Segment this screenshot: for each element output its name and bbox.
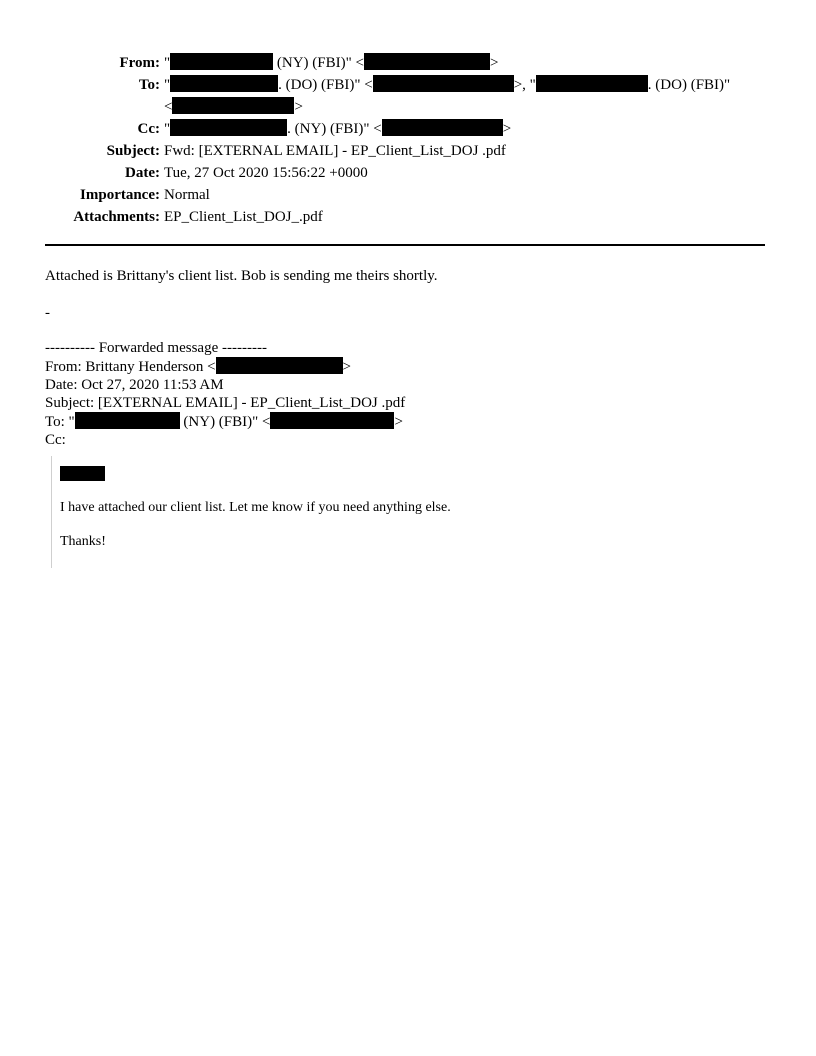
from-row (45, 52, 765, 74)
to-label: To: (138, 77, 160, 93)
forwarded-to-agency: (NY) (FBI)" < (179, 414, 271, 430)
forwarded-to-text: To: " (45, 414, 75, 430)
angle-close: > (394, 414, 403, 430)
attachment-filename[interactable]: EP_Client_List_DOJ_.pdf (164, 209, 323, 225)
to-line-1 (164, 74, 765, 96)
from-label: From: (119, 55, 160, 71)
forwarded-to (45, 412, 405, 431)
forwarded-cc: Cc: (45, 432, 66, 448)
cc-agency: . (NY) (FBI)" < (287, 121, 382, 137)
importance-value: Normal (164, 187, 210, 203)
quoted-line-1: I have attached our client list. Let me know if you need anything else. (60, 500, 451, 515)
redaction-box (216, 357, 343, 374)
redaction-box (60, 466, 105, 481)
angle-close: > (502, 121, 512, 137)
subject-row (45, 140, 765, 162)
date-label: Date: (125, 165, 160, 181)
redaction-box (270, 412, 394, 429)
quote-mark: " (164, 121, 171, 137)
to-agency-1: . (DO) (FBI)" < (278, 77, 373, 93)
attachments-row (45, 206, 765, 228)
to-line-2 (164, 96, 765, 118)
cc-label: Cc: (137, 121, 160, 137)
to-separator: >, " (513, 77, 536, 93)
date-row (45, 162, 765, 184)
redaction-box (172, 97, 294, 114)
redaction-box (364, 53, 490, 70)
forwarded-from (45, 357, 405, 376)
angle-close: > (489, 55, 499, 71)
signature-dash: - (45, 305, 50, 321)
to-agency-2: . (DO) (FBI)" (647, 77, 731, 93)
to-value (164, 74, 765, 118)
subject-value: Fwd: [EXTERNAL EMAIL] - EP_Client_List_DOJ .pdf (164, 143, 506, 159)
date-value: Tue, 27 Oct 2020 15:56:22 +0000 (164, 165, 368, 181)
header-divider (45, 244, 765, 246)
redaction-box (170, 119, 287, 136)
redaction-box (382, 119, 503, 136)
angle-close: > (294, 99, 303, 115)
email-header (45, 52, 765, 228)
quoted-line-2: Thanks! (60, 534, 106, 549)
redaction-box (170, 75, 278, 92)
attachments-label: Attachments: (73, 209, 160, 225)
redaction-box (373, 75, 514, 92)
angle-open: < (164, 99, 173, 115)
importance-row (45, 184, 765, 206)
message-body: Attached is Brittany's client list. Bob is sending me theirs shortly. (45, 268, 438, 284)
redaction-box (536, 75, 648, 92)
cc-row (45, 118, 765, 140)
importance-label: Importance: (80, 187, 160, 203)
forwarded-date: Date: Oct 27, 2020 11:53 AM (45, 377, 224, 393)
to-row (45, 74, 765, 118)
forwarded-header (45, 339, 405, 449)
quoted-message (51, 456, 752, 568)
forwarded-separator: ---------- Forwarded message --------- (45, 340, 267, 356)
angle-close: > (342, 359, 351, 375)
forwarded-from-text: From: Brittany Henderson < (45, 359, 216, 375)
cc-value (164, 118, 765, 140)
redaction-box (170, 53, 273, 70)
quote-mark: " (164, 55, 171, 71)
from-value (164, 52, 765, 74)
redaction-box (75, 412, 180, 429)
subject-label: Subject: (106, 143, 160, 159)
from-agency: (NY) (FBI)" < (273, 55, 364, 71)
quote-mark: " (164, 77, 171, 93)
forwarded-subject: Subject: [EXTERNAL EMAIL] - EP_Client_List_DOJ .pdf (45, 395, 406, 411)
